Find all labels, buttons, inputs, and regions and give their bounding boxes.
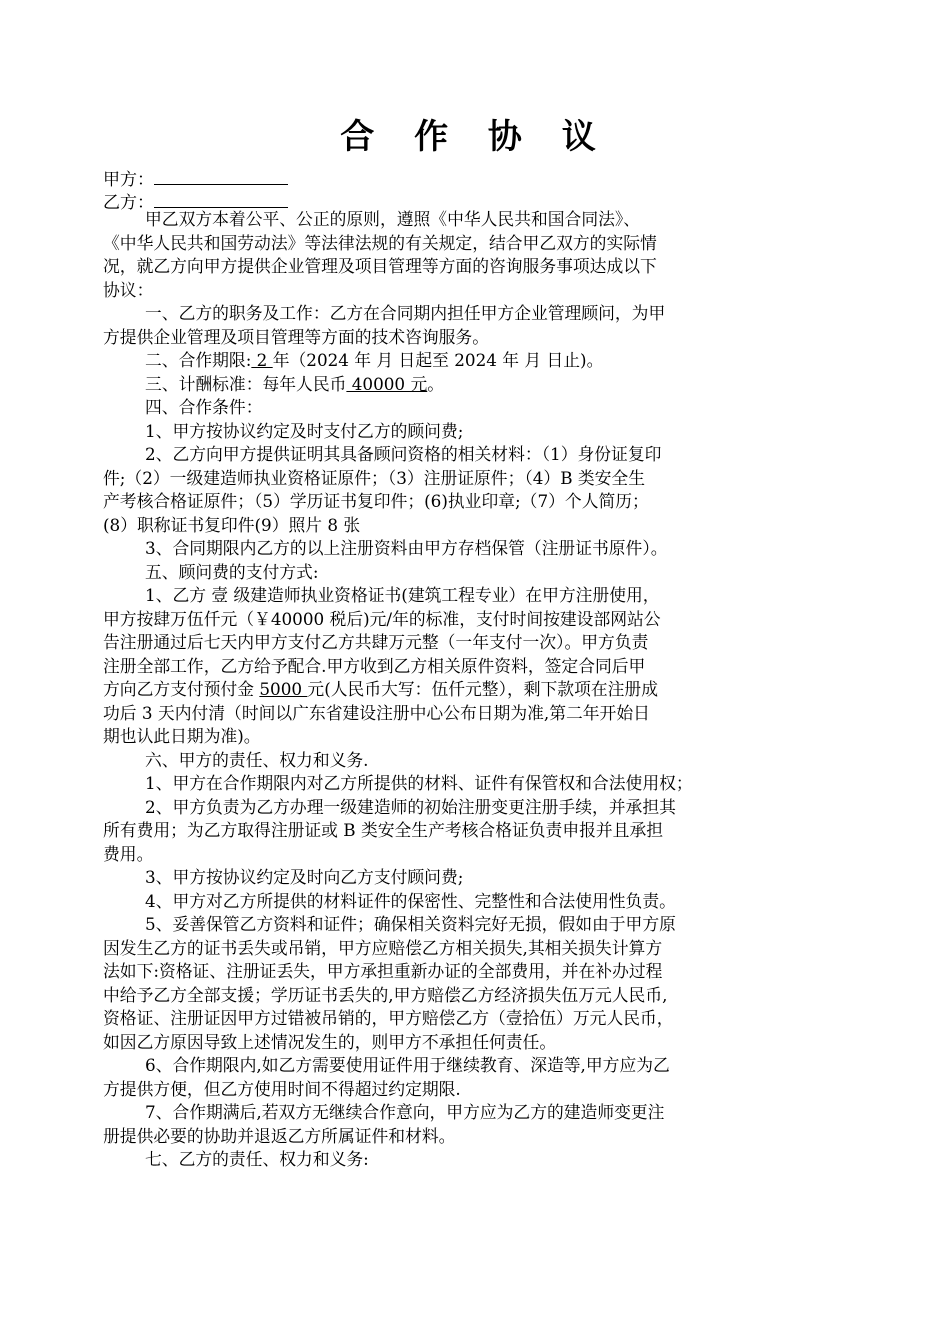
- text-line: 方提供企业管理及项目管理等方面的技术咨询服务。: [103, 326, 489, 347]
- line-segment: 元(人民币大写：伍仟元整），剩下款项在注册成: [307, 679, 658, 699]
- party-a-label: 甲方：: [103, 170, 154, 190]
- text-line: 期也认此日期为准)。: [103, 726, 261, 746]
- text-line: 资格证、注册证因甲方过错被吊销的，甲方赔偿乙方（壹拾伍）万元人民币，: [103, 1008, 674, 1028]
- text-line: 法如下:资格证、注册证丢失，甲方承担重新办证的全部费用，并在补办过程: [103, 961, 663, 981]
- line-segment: 方向乙方支付预付金: [103, 679, 260, 699]
- text-line: [103, 678, 853, 702]
- text-line: 甲方按肆万伍仟元（￥40000 税后)元/年的标准，支付时间按建设部网站公: [103, 608, 661, 629]
- text-line: 3、合同期限内乙方的以上注册资料由甲方存档保管（注册证书原件）。: [145, 538, 668, 558]
- underlined-value: 2: [251, 350, 273, 370]
- line-segment: 二、合作期限:: [145, 350, 252, 370]
- text-line: 协议：: [103, 279, 154, 300]
- text-line: 中给予乙方全部支援；学历证书丢失的,甲方赔偿乙方经济损失伍万元人民币,: [103, 984, 668, 1005]
- text-line: 1、乙方 壹 级建造师执业资格证书(建筑工程专业）在甲方注册使用，: [145, 585, 660, 605]
- text-line: 所有费用；为乙方取得注册证或 B 类安全生产考核合格证负责申报并且承担: [103, 820, 664, 840]
- text-line: 方提供方便，但乙方使用时间不得超过约定期限.: [103, 1078, 461, 1099]
- text-line: 一、乙方的职务及工作：乙方在合同期内担任甲方企业管理顾问，为甲: [145, 303, 666, 323]
- text-line: 注册全部工作，乙方给予配合.甲方收到乙方相关原件资料，签定合同后甲: [103, 655, 646, 676]
- line-segment: 。: [427, 373, 445, 394]
- text-line: 5、妥善保管乙方资料和证件；确保相关资料完好无损，假如由于甲方原: [145, 914, 676, 934]
- line-segment: 三、计酬标准：每年人民币: [145, 373, 347, 394]
- party-b-blank: [154, 189, 288, 208]
- text-line: 五、顾问费的支付方式:: [145, 561, 319, 582]
- text-line: 件;（2）一级建造师执业资格证原件；（3）注册证原件；（4）B 类安全生: [103, 467, 646, 488]
- text-line: 告注册通过后七天内甲方支付乙方共肆万元整（一年支付一次）。甲方负责: [103, 632, 649, 652]
- text-line: 7、合作期满后,若双方无继续合作意向，甲方应为乙方的建造师变更注: [145, 1102, 665, 1122]
- document-title: 合 作 协 议: [340, 117, 610, 157]
- party-b-label: 乙方：: [103, 193, 154, 213]
- text-line: 七、乙方的责任、权力和义务:: [145, 1149, 369, 1169]
- document-body: [103, 208, 853, 1172]
- underlined-value: 5000: [259, 679, 308, 699]
- text-line: 2、乙方向甲方提供证明其具备顾问资格的相关材料：（1）身份证复印: [145, 444, 662, 464]
- text-line: [103, 373, 853, 397]
- text-line: 功后 3 天内付清（时间以广东省建设注册中心公布日期为准,第二年开始日: [103, 702, 650, 723]
- text-line: 1、甲方在合作期限内对乙方所提供的材料、证件有保管权和合法使用权；: [145, 773, 693, 793]
- text-line: 6、合作期限内,如乙方需要使用证件用于继续教育、深造等,甲方应为乙: [145, 1055, 670, 1075]
- text-line: 册提供必要的协助并退返乙方所属证件和材料。: [103, 1125, 456, 1146]
- text-line: 四、合作条件：: [145, 397, 263, 417]
- text-line: 甲乙双方本着公平、公正的原则，遵照《中华人民共和国合同法》、: [145, 209, 641, 229]
- text-line: (8）职称证书复印件(9）照片 8 张: [103, 514, 361, 535]
- text-line: 况，就乙方向甲方提供企业管理及项目管理等方面的咨询服务事项达成以下: [103, 256, 657, 276]
- text-line: 费用。: [103, 843, 154, 864]
- text-line: 六、甲方的责任、权力和义务.: [145, 749, 369, 770]
- text-line: 1、甲方按协议约定及时支付乙方的顾问费;: [145, 420, 464, 441]
- text-line: 如因乙方原因导致上述情况发生的，则甲方不承担任何责任。: [103, 1031, 557, 1052]
- text-line: 因发生乙方的证书丢失或吊销，甲方应赔偿乙方相关损失,其相关损失计算方: [103, 937, 663, 958]
- text-line: 《中华人民共和国劳动法》等法律法规的有关规定，结合甲乙双方的实际情: [103, 232, 657, 253]
- text-line: 4、甲方对乙方所提供的材料证件的保密性、完整性和合法使用性负责。: [145, 890, 676, 911]
- line-segment: 年（2024 年 月 日起至 2024 年 月 日止)。: [272, 350, 604, 370]
- text-line: 3、甲方按协议约定及时向乙方支付顾问费;: [145, 867, 464, 887]
- text-line: [103, 349, 853, 373]
- text-line: 产考核合格证原件；（5）学历证书复印件；(6)执业印章;（7）个人简历；: [103, 491, 649, 511]
- underlined-value: 40000 元: [346, 373, 428, 394]
- text-line: 2、甲方负责为乙方办理一级建造师的初始注册变更注册手续，并承担其: [145, 796, 676, 817]
- party-a-blank: [154, 166, 288, 185]
